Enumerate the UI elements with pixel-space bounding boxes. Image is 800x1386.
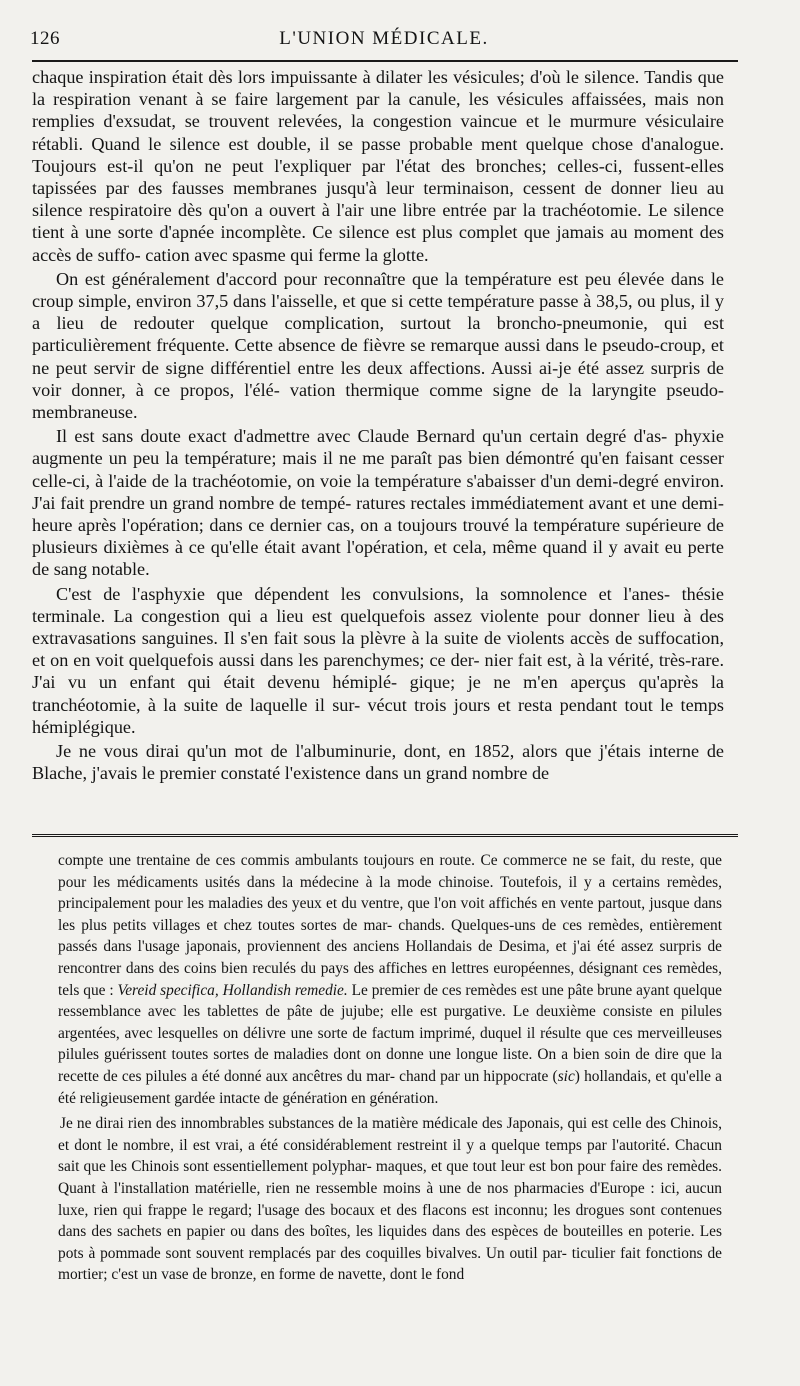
article-paragraph: Je ne vous dirai qu'un mot de l'albuminurie, dont, en 1852, alors que j'étais interne de Blache, j'avais le premier constaté l'existence dans un grand nombre de <box>32 741 724 784</box>
feuilleton-italic-text: Vereid specifica, Hollandish remedie. <box>117 981 348 999</box>
feuilleton-text: compte une trentaine de ces commis ambulants toujours en route. Ce commerce ne se fait, du reste, que pour les médicaments usités dans la médecine à la mode chinoise. Toutefois, il y a certains remèdes, principalement pour les maladies des yeux et du ventre, que l'on voit affichés en vente partout, jusque dans les plus petits villages et chez toutes sortes de mar- chands. Quelques-uns de ces remèdes, entièrement passés dans l'usage japonais, proviennent des anciens Hollandais de Desima, et j'ai été assez surpris de rencontrer dans des coins bien reculés du pays des affiches en lettres européennes, désignant ces remèdes, tels que : <box>58 852 722 999</box>
article-paragraph: C'est de l'asphyxie que dépendent les convulsions, la somnolence et l'anes- thésie terminale. La congestion qui a lieu est quelquefois assez violente pour donner lieu à des extravasations sanguines. Il s'en fait sous la plèvre à la suite de violents accès de suffocation, et on en voit quelquefois aussi dans les parenchymes; ce der- nier fait est, à la vérité, très-rare. J'ai vu un enfant qui était devenu hémiplé- gique; je ne m'en aperçus qu'après la tranchéotomie, à la suite de laquelle il sur- vécut trois jours et resta pendant tout le temps hémiplégique. <box>32 583 724 737</box>
running-title: L'UNION MÉDICALE. <box>279 28 489 49</box>
header-rule <box>32 60 738 62</box>
page-header <box>30 22 738 52</box>
feuilleton-text: ) hollandais, et qu'elle a été religieusement gardée intacte de génération en génération. <box>58 1067 722 1107</box>
page-number: 126 <box>30 28 60 49</box>
feuilleton-italic-sic: sic <box>557 1067 575 1085</box>
feuilleton-text: Le premier de ces remèdes est une pâte brune ayant quelque ressemblance avec les tablettes de pâte de jujube; elle est purgative. Le deuxième consiste en pilules argentées, avec lesquelles on délivre une sorte de factum imprimé, duquel il résulte que ces merveilleuses pilules guérissent toutes sortes de maladies dont on donne une longue liste. On a bien soin de dire que la recette de ces pilules a été donné aux ancêtres du mar- chand par un hippocrate ( <box>58 981 723 1085</box>
feuilleton-paragraph <box>58 850 722 1109</box>
article-paragraph: Il est sans doute exact d'admettre avec Claude Bernard qu'un certain degré d'as- phyxie augmente un peu la température; mais il ne me paraît pas bien démontré qu'en faisant cesser celle-ci, à l'aide de la trachéotomie, on voie la température s'abaisser d'un demi-degré environ. J'ai fait prendre un grand nombre de tempé- ratures rectales immédiatement avant et une demi-heure après l'opération; dans ce dernier cas, on a toujours trouvé la température supérieure de plusieurs dixièmes à ce qu'elle était avant l'opération, et cela, même quand il y avait eu perte de sang notable. <box>32 426 724 580</box>
feuilleton-body <box>58 850 722 1286</box>
feuilleton-separator <box>32 834 738 840</box>
article-body <box>32 66 724 785</box>
article-paragraph: chaque inspiration était dès lors impuissante à dilater les vésicules; d'où le silence. Tandis que la respiration venant à se faire largement par la canule, les vésicules affaissées, mais non remplies d'exsudat, se trouvent relevées, la congestion vaincue et le murmure vésiculaire rétabli. Quand le silence est double, il se passe probable ment quelque chose d'analogue. Toujours est-il qu'on ne peut l'expliquer par l'état des bronches; celles-ci, fussent-elles tapissées par des fausses membranes jusqu'à leur terminaison, cessent de donner lieu au silence respiratoire dès qu'on a ouvert à l'air une libre entrée par la trachéotomie. Le silence tient à une sorte d'apnée incomplète. Ce silence est plus complet que jamais au moment des accès de suffo- cation avec spasme qui ferme la glotte. <box>32 67 724 265</box>
article-paragraph: On est généralement d'accord pour reconnaître que la température est peu élevée dans le croup simple, environ 37,5 dans l'aisselle, et que si cette température passe à 38,5, ou plus, il y a lieu de redouter quelque complication, surtout la broncho-pneumonie, qui est particulièrement fréquente. Cette absence de fièvre se remarque aussi dans le pseudo-croup, et ne peut servir de signe différentiel entre les deux affections. Aussi ai-je été assez surpris de voir donner, à ce propos, l'élé- vation thermique comme signe de la laryngite pseudo-membraneuse. <box>32 268 724 423</box>
feuilleton-paragraph: Je ne dirai rien des innombrables substances de la matière médicale des Japonais, qui est celle des Chinois, et dont le nombre, il est vrai, a été considérablement restreint il y a quelque temps par l'autorité. Chacun sait que les Chinois sont essentiellement polyphar- maques, et que tout leur est bon pour faire des remèdes. Quant à l'installation matérielle, rien ne ressemble moins à une de nos pharmacies d'Europe : ici, aucun luxe, rien qui frappe le regard; l'usage des bocaux et des flacons est inconnu; les drogues sont contenues dans des sachets en papier ou dans des boîtes, les liquides dans des espèces de bouteilles en poterie. Les pots à pommade sont souvent remplacés par des coquilles bivalves. Un outil par- ticulier fait fonctions de mortier; c'est un vase de bronze, en forme de navette, dont le fond <box>58 1115 722 1284</box>
